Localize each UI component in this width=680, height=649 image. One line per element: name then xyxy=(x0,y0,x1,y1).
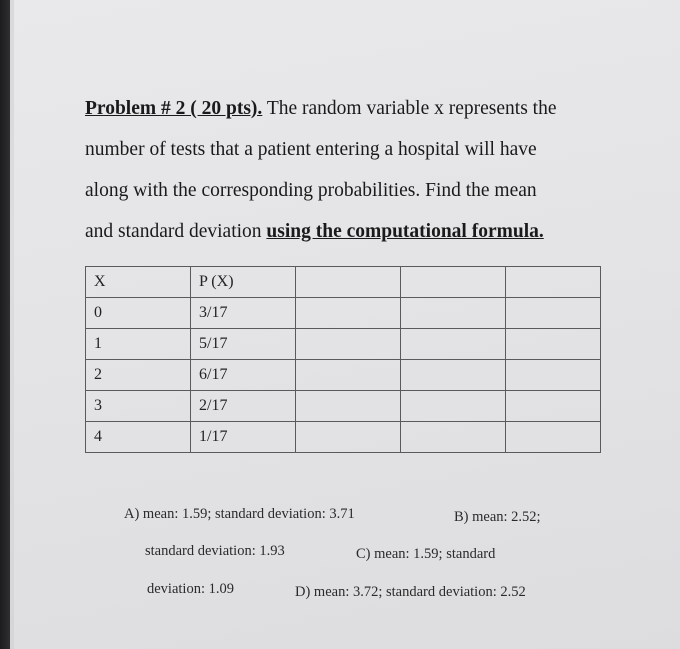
table-cell-px: 1/17 xyxy=(191,422,296,453)
table-header-row xyxy=(86,267,601,298)
answer-option-b: B) mean: 2.52; xyxy=(454,509,541,525)
answer-option-b-continued: standard deviation: 1.93 xyxy=(145,543,285,559)
table-cell-px: 2/17 xyxy=(191,391,296,422)
answer-option-d: D) mean: 3.72; standard deviation: 2.52 xyxy=(295,584,526,600)
header-cell-blank xyxy=(296,267,401,298)
table-cell-blank xyxy=(506,391,601,422)
table-cell-blank xyxy=(296,391,401,422)
table-cell-x: 0 xyxy=(86,298,191,329)
answer-option-c-continued: deviation: 1.09 xyxy=(147,581,234,597)
problem-line-4-text: and standard deviation xyxy=(85,221,267,242)
header-cell-blank xyxy=(401,267,506,298)
table-row xyxy=(86,422,601,453)
table-cell-px: 6/17 xyxy=(191,360,296,391)
problem-line-4 xyxy=(85,211,615,252)
computational-formula-emphasis: using the computational formula. xyxy=(266,221,544,242)
problem-line-1 xyxy=(85,88,615,129)
table-row xyxy=(86,329,601,360)
problem-statement xyxy=(85,88,615,252)
table-row xyxy=(86,360,601,391)
table-row xyxy=(86,298,601,329)
problem-heading: Problem # 2 ( 20 pts). xyxy=(85,98,263,119)
table-cell-blank xyxy=(296,422,401,453)
problem-line-3: along with the corresponding probabilities. Find the mean xyxy=(85,180,537,201)
table-cell-blank xyxy=(401,422,506,453)
table-cell-px: 5/17 xyxy=(191,329,296,360)
monitor-bezel xyxy=(0,0,10,649)
table-cell-x: 2 xyxy=(86,360,191,391)
problem-line-1-text: The random variable x represents the xyxy=(262,98,557,119)
table-cell-blank xyxy=(401,391,506,422)
answer-option-a: A) mean: 1.59; standard deviation: 3.71 xyxy=(124,506,355,522)
probability-table xyxy=(85,266,601,453)
table-cell-blank xyxy=(506,298,601,329)
table-cell-blank xyxy=(506,329,601,360)
table-cell-blank xyxy=(506,360,601,391)
table-cell-px: 3/17 xyxy=(191,298,296,329)
table-row xyxy=(86,391,601,422)
table-cell-blank xyxy=(296,298,401,329)
header-cell-px: P (X) xyxy=(191,267,296,298)
table-cell-blank xyxy=(401,329,506,360)
table-cell-blank xyxy=(296,329,401,360)
table-cell-blank xyxy=(506,422,601,453)
table-cell-blank xyxy=(296,360,401,391)
problem-line-2: number of tests that a patient entering a hospital will have xyxy=(85,139,537,160)
table-cell-x: 4 xyxy=(86,422,191,453)
table-cell-blank xyxy=(401,360,506,391)
answer-option-c: C) mean: 1.59; standard xyxy=(356,546,496,562)
table-cell-blank xyxy=(401,298,506,329)
header-cell-x: X xyxy=(86,267,191,298)
header-cell-blank xyxy=(506,267,601,298)
table-cell-x: 3 xyxy=(86,391,191,422)
table-cell-x: 1 xyxy=(86,329,191,360)
